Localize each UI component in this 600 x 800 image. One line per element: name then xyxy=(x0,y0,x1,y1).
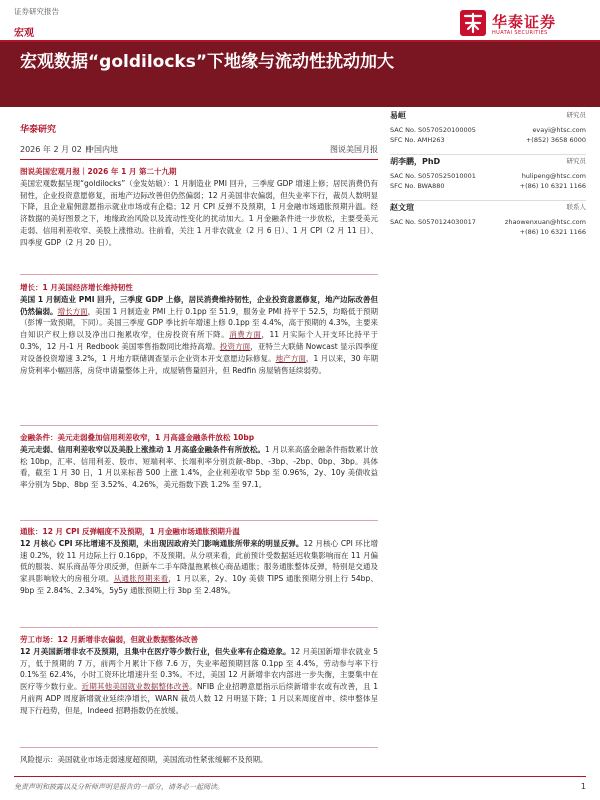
growth-subhead-consumption: 消费方面 xyxy=(229,330,262,340)
fin-heading: 金融条件：美元走弱叠加信用利差收窄，1 月高盛金融条件放松 10bp xyxy=(20,433,255,442)
section-divider xyxy=(20,627,378,628)
analyst-divider xyxy=(390,154,586,155)
infl-text-1: 12 月核心 CPI 环比增速 0.2%，较 11 月边际上行 0.16pp，不及预期。从分项来看，此前预计受数据延迟收集影响而在 11 月偏低的服装、娱乐商品等分项反弹，但新车二手车降温拖累核心商品通胀；服务通胀整体反弹，特别是交通及家具影响较大的房租分项。 xyxy=(20,538,379,584)
inflation-section xyxy=(20,526,378,597)
risk-section xyxy=(20,754,378,766)
intro-heading: 图说美国宏观月报｜2026 年 1 月 第二十九期 xyxy=(20,167,177,176)
growth-heading: 增长：1 月美国经济增长维持韧性 xyxy=(20,283,133,292)
analyst-phone: +(86) 10 6321 1166 xyxy=(519,182,586,190)
analyst-divider xyxy=(390,200,586,201)
analyst-sfc: SFC No. BWA880 xyxy=(390,182,445,190)
analyst-name: 胡李鹏，PhD xyxy=(390,157,441,166)
report-title: 宏观数据“goldilocks”下地缘与流动性扰动加大 xyxy=(20,52,395,72)
section-divider xyxy=(20,274,378,275)
section-divider xyxy=(20,747,378,748)
intro-body: 美国宏观数据呈现“goldilocks”（金发姑娘）：1 月制造业 PMI 回升，三季度 GDP 增速上修；居民消费仍有韧性，企业投资意愿修复，而地产边际改善但仍然偏弱；12 月美国非农偏弱，但失业率下行，裁员人数明显下降，且企业雇佣意愿指示就业市场或有企稳；12 月 CPI 反弹不及预期，1 月金融市场通胀预期升温。经济数据的美好图景之下，地缘政治风险以及流动性变化的扰动加大。1 月金融条件进一步放松，主要受美元走弱、信用利差收窄、美股上涨推动。往前看，关注 1 月非农就业（2 月 6 日）、1 月 CPI（2 月 11 日）、四季度 GDP（2 月 20 日）。 xyxy=(20,178,378,247)
growth-text-consumption: ，11 月实际个人开支环比持平于 0.3%，12 月-1 月 Redbook 美国零售指数同比维持高增。 xyxy=(20,330,379,351)
page-number: 1 xyxy=(580,782,586,791)
summary-column xyxy=(20,122,379,764)
fin-body xyxy=(20,444,378,491)
section-label: 宏观 xyxy=(14,28,34,39)
analyst-role: 研究员 xyxy=(566,111,586,119)
report-region: 中国内地 xyxy=(86,145,118,154)
analyst-sac: SAC No. S0570520100005 xyxy=(390,126,476,134)
infl-body xyxy=(20,538,378,597)
org-name: 华泰研究 xyxy=(20,125,57,135)
growth-body xyxy=(20,294,378,377)
growth-subhead-investment: 投资方面 xyxy=(219,341,251,351)
labor-heading: 劳工市场：12 月新增非农偏弱，但就业数据整体改善 xyxy=(20,635,199,644)
huatai-logo xyxy=(460,10,588,40)
growth-text-property: ，1 月以来，30 年期房贷利率小幅回落，房贷申请量整体上升，成屋销售量回升，但 Redfin 房屋销售延续弱势。 xyxy=(20,353,378,375)
logo-text-cn: 华泰证券 xyxy=(492,13,557,31)
meta-divider xyxy=(20,159,378,160)
analyst-sac: SAC No. S0570124030017 xyxy=(390,218,476,226)
infl-subhead: 从通胀预期来看 xyxy=(113,574,169,584)
analyst-phone: +(86) 10 6321 1166 xyxy=(519,228,586,236)
analyst-sac: SAC No. S0570525010001 xyxy=(390,172,476,180)
risk-warning: 风险提示：美国就业市场走弱速度超预期，美国流动性紧张缓解不及预期。 xyxy=(20,755,268,764)
section-divider xyxy=(20,425,378,426)
labor-body xyxy=(20,646,378,717)
fin-summary: 美元走弱、信用利差收窄以及美股上涨推动 1 月高盛金融条件有所放松。 xyxy=(20,444,265,454)
report-series: 图说美国月报 xyxy=(330,145,378,154)
fin-text: 1 月以来高盛金融条件指数累计放松 10bp，汇率、信用利差、股市、短端利率、长端利率分别贡献-8bp、-3bp、-2bp、0bp、3bp。具体看，截至 1 月 30 日，1 月以来标普 500 上涨 1.4%，企业利差收窄 5bp 至 0.96%，2y、10y 美债收益率分别为 5bp、8bp 至 3.52%、4.26%，美元指数下跌 1.2% 至 97.1。 xyxy=(20,444,378,490)
logo-text-en: HUATAI SECURITIES xyxy=(492,30,548,36)
report-date: 2026 年 2 月 02 日 xyxy=(20,145,93,154)
analyst-name: 易峘 xyxy=(390,111,406,120)
analyst-role: 研究员 xyxy=(566,157,586,165)
analyst-email[interactable]: evayi@htsc.com xyxy=(532,126,586,134)
analyst-phone: +(852) 3658 6000 xyxy=(525,136,586,144)
footer-divider xyxy=(14,776,586,777)
analyst-card xyxy=(390,202,586,256)
labor-section xyxy=(20,634,378,717)
growth-text-growth: ，美国 1 月制造业 PMI 上行 0.1pp 至 51.9，服务业 PMI 持平于 52.5，均略低于预期（彭博一致预期，下同）。美国三季度 GDP 季比折年增速上修 0.1pp 至 4.4%，高于预期的 4.3%，主要来自知识产权上修以及净出口拖累收窄，住房投资有所下降。 xyxy=(20,306,379,340)
growth-subhead-growth: 增长方面 xyxy=(57,306,88,316)
meta-row xyxy=(20,144,378,156)
growth-text-investment: ，亚特兰大联储 Nowcast 显示四季度对设备投资增速 3.2%，1 月地方联储调查显示企业资本开支意愿边际修复。 xyxy=(20,341,379,363)
analyst-email[interactable]: hulipeng@htsc.com xyxy=(521,172,586,180)
labor-text-2: 。NFIB 企业招聘意愿指示后续新增非农或有改善，且 1 月前两 ADP 周度新增就业延续净增长，WARN 裁员人数 12 月明显下降；1 月以来周度首申、续申整体呈现下行趋势，但是，Indeed 招聘指数仍在放缓。 xyxy=(20,682,379,715)
analyst-email[interactable]: zhaowenxuan@htsc.com xyxy=(504,218,586,226)
growth-subhead-property: 地产方面 xyxy=(275,353,306,363)
infl-text-2: ，1 月以来，2y、10y 美债 TIPS 通胀预期分别上行 54bp、9bp 至 2.84%、2.34%，5y5y 通胀预期上行 3bp 至 2.48%。 xyxy=(20,574,379,595)
infl-heading: 通胀：12 月 CPI 反弹幅度不及预期，1 月金融市场通胀预期升温 xyxy=(20,527,240,536)
section-divider xyxy=(20,520,378,521)
infl-summary: 12 月核心 CPI 环比增速不及预期，未出现因政府关门影响通胀所带来的明显反弹。 xyxy=(20,538,304,548)
huatai-logo-icon xyxy=(460,10,486,36)
analyst-role: 联系人 xyxy=(566,203,586,211)
title-banner xyxy=(0,42,600,107)
intro-section xyxy=(20,166,378,249)
report-type-label: 证券研究报告 xyxy=(14,7,59,16)
labor-subhead: 近期其他美国就业数据整体改善 xyxy=(81,682,190,692)
labor-text-1: 12 月美国新增非农就业 5 万，低于预期的 7 万，前两个月累计下修 7.6 万，失业率超预期回落 0.1pp 至 4.4%，劳动参与率下行 0.1%至 62.4%，小时工资环比增速升至 0.3%。不过，美国 12 月新增非农内部进一步失衡，主要集中在医疗等少数行业。 xyxy=(20,646,378,692)
analyst-sfc: SFC No. AMH263 xyxy=(390,136,445,144)
analyst-name: 赵文瑄 xyxy=(390,203,414,212)
labor-summary: 12 月美国新增非农不及预期，且集中在医疗等少数行业，但失业率有企稳迹象。 xyxy=(20,646,291,656)
growth-section xyxy=(20,282,378,376)
disclaimer-note: 免责声明和披露以及分析师声明是报告的一部分，请务必一起阅读。 xyxy=(14,783,224,791)
growth-summary: 美国 1 月制造业 PMI 回升，三季度 GDP 上修，居民消费维持韧性，企业投资意愿修复，地产边际改善但仍然偏弱。 xyxy=(20,294,378,316)
financial-conditions-section xyxy=(20,432,378,491)
